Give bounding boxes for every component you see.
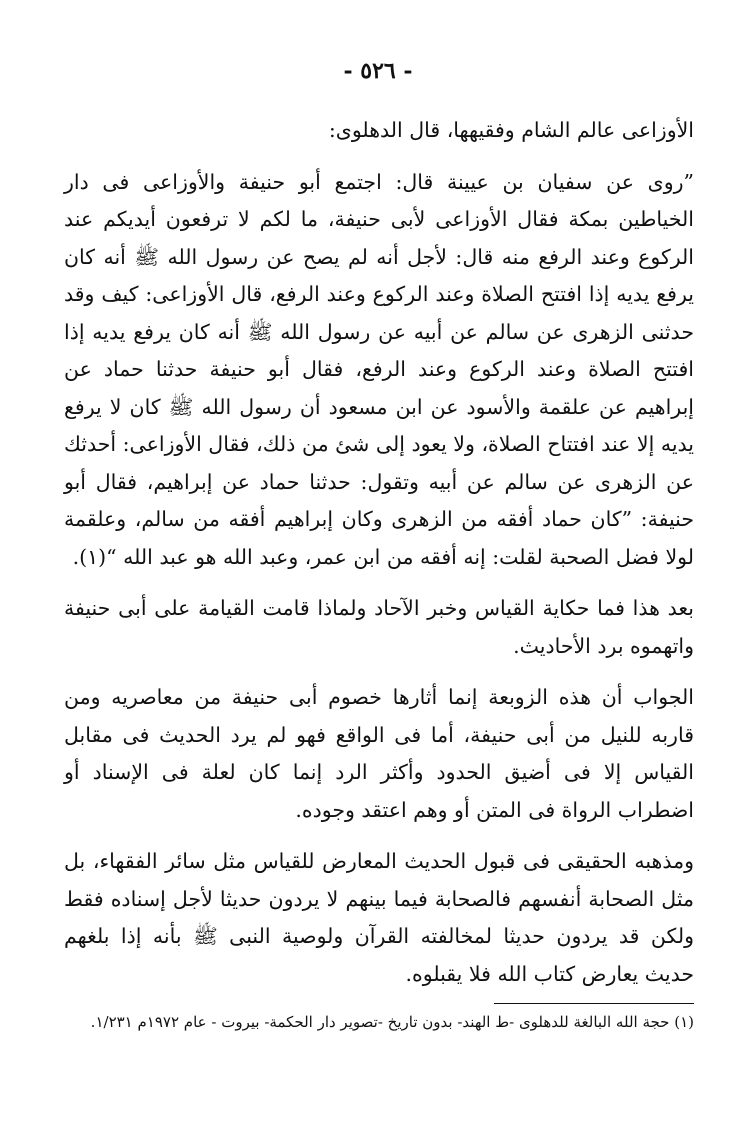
footnote-divider xyxy=(494,1003,694,1004)
paragraph-doctrine: ومذهبه الحقيقى فى قبول الحديث المعارض للقياس مثل سائر الفقهاء، بل مثل الصحابة أنفسهم فالصحابة فيما بينهم لا يردون حديثا لأجل إسناده فقط ولكن قد يردون حديثا لمخالفته القرآن ولوصية النبى ﷺ بأنه إذا بلغهم حديث يعارض كتاب الله فلا يقبلوه. xyxy=(64,849,694,986)
paragraph-quotation: ”روى عن سفيان بن عيينة قال: اجتمع أبو حنيفة والأوزاعى فى دار الخياطين بمكة فقال الأوزاعى لأبى حنيفة، ما لكم لا ترفعون أيديكم عند الركوع وعند الرفع منه قال: لأجل أنه لم يصح عن رسول الله ﷺ أنه كان يرفع يديه إذا افتتح الصلاة وعند الركوع وعند الرفع، قال الأوزاعى: كيف وقد حدثنى الزهرى عن سالم عن أبيه عن رسول الله ﷺ أنه كان يرفع يديه إذا افتتح الصلاة وعند الركوع وعند الرفع، فقال أبو حنيفة حدثنا حماد عن إبراهيم عن علقمة والأسود عن ابن مسعود أن رسول الله ﷺ كان لا يرفع يديه إلا عند افتتاح الصلاة، ولا يعود إلى شئ من ذلك، فقال الأوزاعى: أحدثك عن الزهرى عن سالم عن أبيه وتقول: حدثنا حماد عن إبراهيم، فقال أبو حنيفة: ”كان حماد أفقه من الزهرى وكان إبراهيم أفقه من سالم، وعلقمة لولا فضل الصحبة لقلت: إنه أفقه من ابن عمر، وعبد الله هو عبد الله “(١). xyxy=(64,169,694,569)
footnote-item: (١) حجة الله البالغة للدهلوى -ط الهند- بدون تاريخ -تصوير دار الحكمة- بيروت - عام ١٩٧٢م ١/٢٣١. xyxy=(90,1013,694,1031)
paragraph-answer: الجواب أن هذه الزوبعة إنما أثارها خصوم أبى حنيفة من معاصريه ومن قاربه للنيل من أبى حنيفة، أما فى الواقع فهو لم يرد الحديث فى مقابل القياس إلا فى أضيق الحدود وأكثر الرد إنما كان لعلة فى الإسناد أو اضطراب الرواة فى المتن أو وهم اعتقد وجوده. xyxy=(64,685,694,822)
footnotes xyxy=(64,1010,694,1034)
page-number: - ٥٢٦ - xyxy=(343,58,413,84)
paragraph-question: بعد هذا فما حكاية القياس وخبر الآحاد ولماذا قامت القيامة على أبى حنيفة واتهموه برد الأحاديث. xyxy=(64,596,694,658)
paragraph-intro: الأوزاعى عالم الشام وفقيهها، قال الدهلوى: xyxy=(328,118,694,142)
main-text xyxy=(64,112,694,993)
